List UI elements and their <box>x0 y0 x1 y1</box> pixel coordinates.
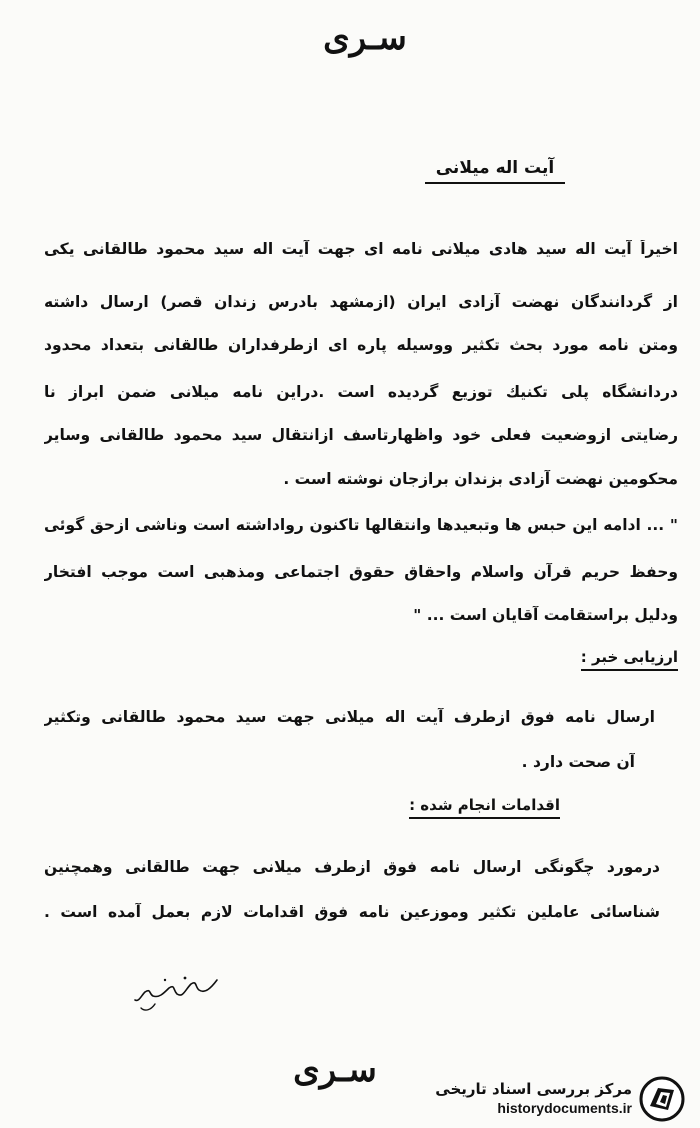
quote-line-1: " ... ادامه اين حبس ها وتبعيدها وانتقالها تاكنون رواداشته است وناشى ازحق گوئى <box>44 516 678 534</box>
paragraph1-line-1: اخيراً آيت اله سيد هادى ميلانى نامه اى جهت آيت اله سيد محمود طالقانى يكى <box>44 240 678 258</box>
quote-line-3: ودليل براستقامت آقايان است ... " <box>413 606 678 624</box>
actions-heading: اقدامات انجام شده : <box>409 796 560 819</box>
evaluation-line-2: آن صحت دارد . <box>521 753 635 771</box>
quote-line-2: وحفظ حريم قرآن واسلام واحقاق حقوق اجتماعى ومذهبى است موجب افتخار <box>44 563 678 581</box>
paragraph1-line-4: دردانشگاه پلى تكنيك توزيع گرديده است .دراين نامه ميلانى ضمن ابراز نا <box>44 383 678 401</box>
handwritten-signature <box>125 968 235 1018</box>
paragraph1-line-5: رضايتى ازوضعيت فعلى خود واظهارتاسف ازانتقال سيد محمود طالقانى وساير <box>44 426 678 444</box>
paragraph1-line-3: ومتن نامه مورد بحث تكثير ووسيله پاره اى ازطرفداران طالقانى بتعداد محدود <box>44 336 678 354</box>
classification-top: سـرى <box>323 18 407 58</box>
subject-heading: آيت اله ميلانى <box>425 158 565 184</box>
watermark-url: historydocuments.ir <box>497 1100 632 1116</box>
paragraph1-line-2: از گردانندگان نهضت آزادى ايران (ازمشهد بادرس زندان قصر) ارسال داشته <box>44 293 678 311</box>
archive-watermark <box>418 1074 690 1124</box>
watermark-name: مركز بررسى اسناد تاريخى <box>435 1080 632 1098</box>
actions-line-2: شناسائى عاملين تكثير وموزعين نامه فوق اقدامات لازم بعمل آمده است . <box>44 903 660 921</box>
classification-bottom: سـرى <box>293 1050 377 1090</box>
actions-line-1: درمورد چگونگى ارسال نامه فوق ازطرف ميلانى جهت طالقانى وهمچنين <box>44 858 660 876</box>
evaluation-line-1: ارسال نامه فوق ازطرف آيت اله ميلانى جهت سيد محمود طالقانى وتكثير <box>44 708 655 726</box>
evaluation-heading: ارزيابى خبر : <box>581 648 678 671</box>
paragraph1-line-6: محكومين نهضت آزادى بزندان برازجان نوشته است . <box>283 470 678 488</box>
archive-logo-icon <box>638 1076 686 1122</box>
